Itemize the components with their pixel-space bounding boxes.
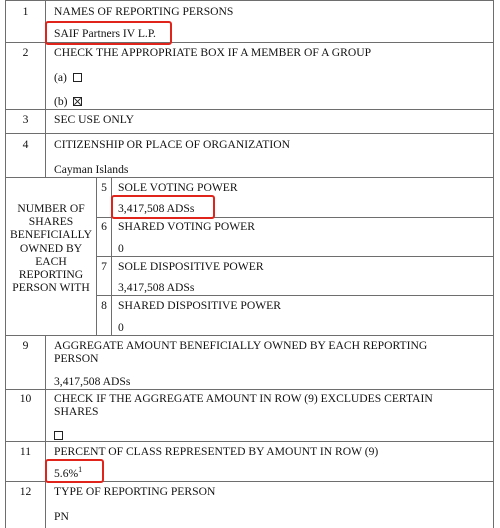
citizenship-value: Cayman Islands (54, 163, 129, 176)
row-label: NAMES OF REPORTING PERSONS (54, 5, 234, 18)
row-label: SEC USE ONLY (54, 113, 135, 126)
excludes-shares-checkbox-wrap[interactable] (51, 429, 63, 442)
shares-beneficially-owned-label: NUMBER OF SHARES BENEFICIALLY OWNED BY EACH REPORTING PERSON WITH (10, 202, 92, 295)
row-number: 7 (101, 260, 107, 273)
row-label: AGGREGATE AMOUNT BENEFICIALLY OWNED BY EACH REPORTING PERSON (54, 339, 428, 365)
row-label: SHARED DISPOSITIVE POWER (118, 299, 281, 312)
row-label: PERCENT OF CLASS REPRESENTED BY AMOUNT IN ROW (9) (54, 445, 379, 458)
highlight-box (45, 459, 104, 483)
checkbox-a[interactable] (73, 73, 82, 82)
highlight-box (111, 195, 215, 219)
row-label: SHARED VOTING POWER (118, 220, 255, 233)
row-divider (96, 256, 494, 257)
option-a-label: (a) (54, 71, 67, 84)
row-number: 2 (22, 46, 29, 59)
row-number: 8 (101, 299, 107, 312)
highlight-box (45, 21, 172, 45)
row-number: 3 (22, 113, 29, 126)
row-divider (96, 295, 494, 296)
row-number: 10 (19, 392, 32, 405)
table-border-top (5, 0, 494, 1)
row-divider (5, 133, 494, 134)
reporting-person-name: SAIF Partners IV L.P. (54, 27, 156, 40)
group-option-b[interactable] (54, 95, 82, 108)
shares-column-divider (96, 177, 97, 336)
number-column-divider (45, 335, 46, 528)
row-divider (5, 389, 494, 390)
row-number: 5 (101, 181, 107, 194)
shared-dispositive-power-value: 0 (118, 321, 124, 334)
checkbox-b-checked[interactable] (73, 97, 82, 106)
table-border-right (493, 0, 494, 528)
row-number: 9 (22, 339, 29, 352)
row-number: 11 (19, 445, 32, 458)
row-divider (5, 335, 494, 336)
row-number: 6 (101, 220, 107, 233)
row-label: CITIZENSHIP OR PLACE OF ORGANIZATION (54, 138, 290, 151)
row-number: 4 (22, 138, 29, 151)
sole-voting-power-value: 3,417,508 ADSs (118, 202, 195, 215)
sole-dispositive-power-value: 3,417,508 ADSs (118, 281, 195, 294)
footnote-marker: 1 (78, 465, 83, 475)
shared-voting-power-value: 0 (118, 242, 124, 255)
row-label: TYPE OF REPORTING PERSON (54, 485, 216, 498)
row-label: CHECK IF THE AGGREGATE AMOUNT IN ROW (9) EXCLUDES CERTAIN SHARES (54, 392, 433, 418)
group-option-a[interactable] (54, 71, 82, 84)
percent-value: 5.6% (54, 467, 79, 480)
reporting-person-type: PN (54, 510, 69, 523)
row-label: CHECK THE APPROPRIATE BOX IF A MEMBER OF A GROUP (54, 46, 372, 59)
row-label: SOLE VOTING POWER (118, 181, 238, 194)
row-divider (5, 109, 494, 110)
row-number: 12 (19, 485, 32, 498)
row-number: 1 (22, 5, 29, 18)
row-label: SOLE DISPOSITIVE POWER (118, 260, 264, 273)
aggregate-amount-value: 3,417,508 ADSs (54, 375, 131, 388)
checkbox-excludes-shares[interactable] (54, 431, 63, 440)
row-divider (5, 177, 494, 178)
row-divider (5, 441, 494, 442)
option-b-label: (b) (54, 95, 68, 108)
